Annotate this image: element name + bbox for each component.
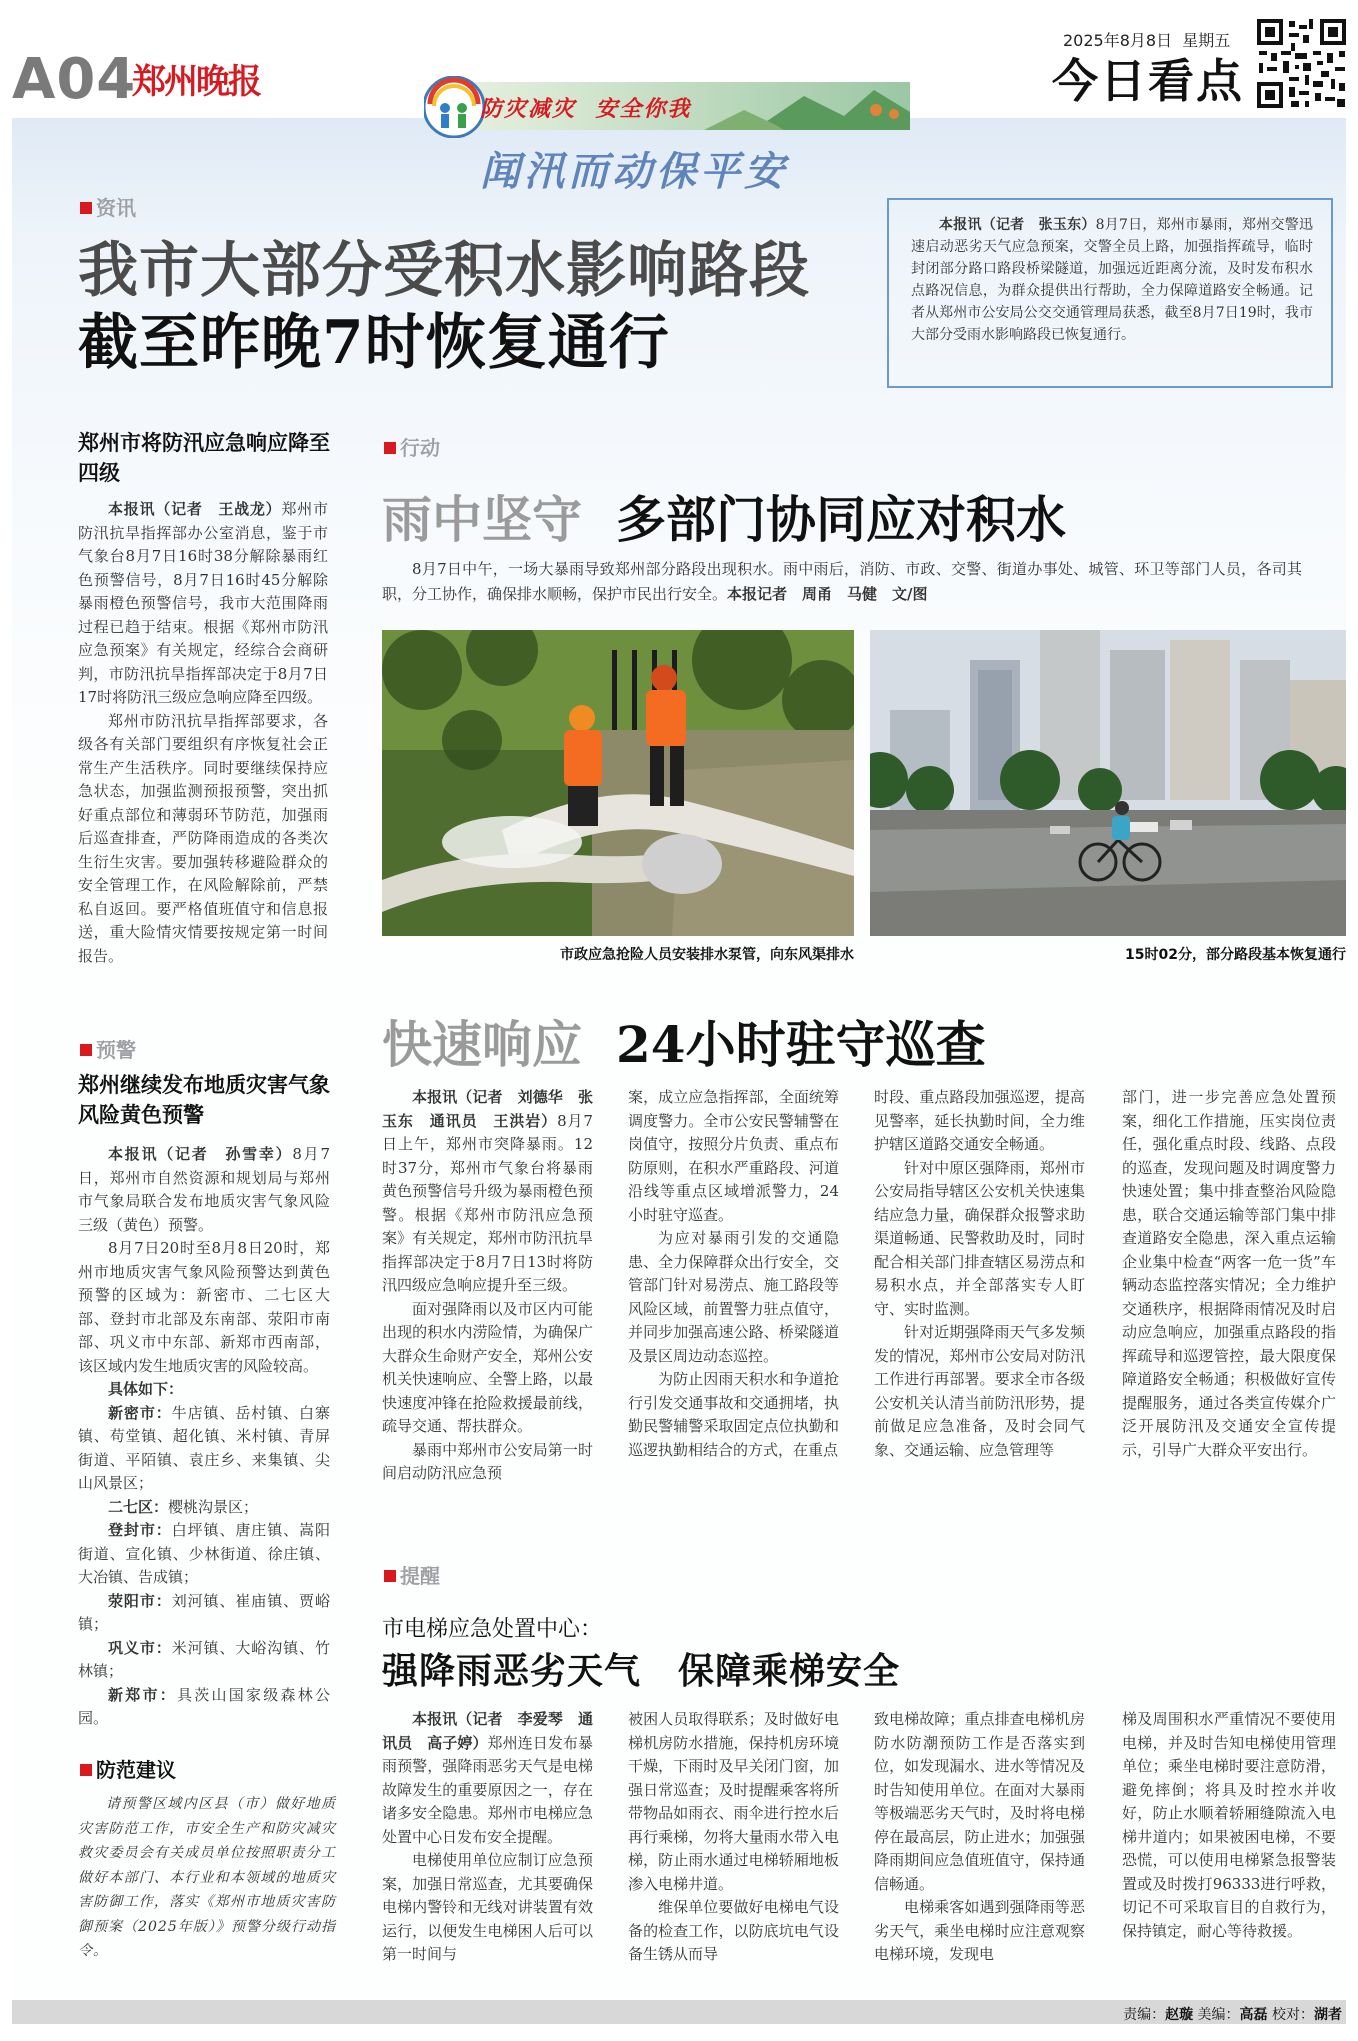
newspaper-logo: 郑州晚报	[132, 62, 260, 102]
main-headline-2-text: 24小时驻守巡查	[616, 1015, 986, 1074]
date-text: 2025年8月8日	[1063, 31, 1173, 50]
article-paragraph: 被困人员取得联系；及时做好电梯机房防水措施，保持机房环境干燥，下雨时及早关闭门窗，加强日常巡查；及时提醒乘客将所带物品如雨衣、雨伞进行控水后再行乘梯，勿将大量雨水带入电梯，防止雨水通过电梯轿厢地板渗入电梯井道。	[628, 1710, 839, 1893]
warning-place: 登封市：	[108, 1521, 172, 1539]
side-article-advice	[78, 1792, 336, 1964]
elevator-headline: 强降雨恶劣天气 保障乘梯安全	[382, 1650, 901, 1692]
article-paragraph: 维保单位要做好电梯电气设备的检查工作，以防底坑电气设备生锈从而导	[628, 1898, 839, 1963]
main-headline-text: 多部门协同应对积水	[616, 490, 1066, 549]
article-paragraph: 暴雨中郑州市公安局第一时间启动防汛应急预	[382, 1440, 593, 1482]
main-headline	[382, 480, 1066, 552]
warning-place: 新密市：	[108, 1403, 172, 1422]
article-paragraph: 8月7日上午，郑州市突降暴雨。12时37分，郑州市气象台将暴雨黄色预警信号升级为暴雨橙色预警。根据《郑州市防汛应急预案》有关规定，郑州市防汛抗旱指挥部决定于8月7日13时将防汛四级应急响应提升至三级。	[382, 1111, 593, 1294]
section-label-advice: 防范建议	[80, 1754, 176, 1783]
lead-summary-box	[887, 198, 1333, 388]
article-column	[1122, 1708, 1336, 1943]
warning-place: 二七区：	[108, 1497, 169, 1516]
article-paragraph: 电梯乘客如遇到强降雨等恶劣天气，乘坐电梯时应注意观察电梯环境，发现电	[874, 1898, 1085, 1963]
article-paragraph: 郑州连日发布暴雨预警，强降雨恶劣天气是电梯故障发生的重要原因之一，存在诸多安全隐患。郑州市电梯应急处置中心日发布安全提醒。	[382, 1733, 593, 1846]
article-column	[874, 1708, 1085, 1967]
warning-place-list: 刘河镇、崔庙镇、贾峪镇；	[78, 1591, 330, 1633]
lead-byline: 本报讯（记者 张玉东）	[939, 217, 1096, 233]
side2-paragraph: 8月7日，郑州市自然资源和规划局与郑州市气象局联合发布地质灾害气象风险三级（黄色）预警。	[78, 1145, 330, 1234]
photo-flooded-street	[870, 630, 1346, 936]
article-column	[874, 1086, 1085, 1462]
banner-slogan-1: 防灾减灾	[480, 97, 577, 122]
article-paragraph: 梯及周围积水严重情况不要使用电梯，并及时告知电梯使用管理单位；乘坐电梯时要注意防滑，避免摔倒；将具及时控水并收好，防止水顺着轿厢缝隙流入电梯井道内；如果被困电梯，不要恐慌，可以使用电梯紧急报警装置或及时拨打96333进行呼救，切记不可采取盲目的自救行为，保持镇定，耐心等待救援。	[1122, 1710, 1336, 1940]
article-column	[382, 1708, 593, 1967]
main-intro	[382, 557, 1302, 607]
main-intro-text: 8月7日中午，一场大暴雨导致郑州部分路段出现积水。雨中雨后，消防、市政、交警、街道办事处、城管、环卫等部门人员，各司其职，分工协作，确保排水顺畅，保护市民出行安全。	[382, 560, 1302, 603]
side-article-geo-warning	[78, 1143, 330, 1731]
article-column	[628, 1708, 839, 1967]
article-column	[382, 1086, 593, 1486]
issue-date	[1063, 28, 1230, 51]
side2-list-title: 具体如下：	[108, 1380, 184, 1398]
side-headline-geo-warning: 郑州继续发布地质灾害气象风险黄色预警	[78, 1073, 330, 1127]
warning-place-list: 樱桃沟景区；	[168, 1497, 259, 1516]
photo-caption: 15时02分，部分路段基本恢复通行	[1125, 947, 1346, 963]
side-article-flood-response	[78, 498, 328, 968]
warning-place: 巩义市：	[108, 1638, 172, 1657]
article-column	[628, 1086, 839, 1462]
editor-name: 赵璇	[1165, 2007, 1194, 2023]
photo-drainage-pump	[382, 630, 854, 936]
side2-byline: 本报讯（记者 孙雪幸）	[108, 1145, 293, 1163]
lead-body: 8月7日，郑州市暴雨，郑州交警迅速启动恶劣天气应急预案，交警全员上路，加强指挥疏导，临时封闭部分路口路段桥梁隧道，加强远近距离分流，及时发布积水点路况信息，为群众提供出行帮助，全力保障道路安全畅通。记者从郑州市公安局公交交通管理局获悉，截至8月7日19时，我市大部分受雨水影响路段已恢复通行。	[911, 217, 1313, 343]
editor-credits	[1080, 2004, 1342, 2024]
side2-paragraph: 8月7日20时至8月8日20时，郑州市地质灾害气象风险预警达到黄色预警的区域为：新密市、二七区大部、登封市北部及东南部、荥阳市南部、巩义市中东部、新郑市西南部，该区域内发生地质灾害的风险较高。	[78, 1239, 330, 1375]
warning-place: 新郑市：	[108, 1685, 177, 1704]
main-headline-2-kicker: 快速响应	[382, 1015, 582, 1074]
page-number: A04	[12, 47, 137, 112]
article-paragraph: 案，成立应急指挥部，全面统筹调度警力。全市公安民警辅警在岗值守，按照分片负责、重点布防原则，在积水严重路段、河道沿线等重点区域增派警力，24小时驻守巡查。	[628, 1088, 839, 1224]
weekday-text: 星期五	[1182, 31, 1231, 50]
banner-slogan	[480, 92, 691, 123]
main-headline-2	[382, 1005, 986, 1077]
warning-place-list: 米河镇、大峪沟镇、竹林镇；	[78, 1638, 330, 1680]
warning-place-list: 白坪镇、唐庄镇、嵩阳街道、宣化镇、少林街道、徐庄镇、大冶镇、告成镇；	[78, 1521, 330, 1586]
main-headline-kicker: 雨中坚守	[382, 490, 582, 549]
lead-headline-line1: 我市大部分受积水影响路段	[78, 236, 810, 306]
lead-headline-line2: 截至昨晚7时恢复通行	[78, 308, 670, 378]
article-paragraph: 面对强降雨以及市区内可能出现的积水内涝险情，为确保广大群众生命财产安全，郑州公安机关快速响应、全警上路，以最快速度冲锋在抢险救援最前线，疏导交通、帮扶群众。	[382, 1299, 593, 1435]
article-paragraph: 致电梯故障；重点排查电梯机房防水防潮预防工作是否落实到位，如发现漏水、进水等情况及时告知使用单位。在面对大暴雨等极端恶劣天气时，及时将电梯停在最高层，防止进水；加强强降雨期间应急值班值守，保持通信畅通。	[874, 1710, 1085, 1893]
warning-place-list: 具茨山国家级森林公园。	[78, 1685, 330, 1727]
advice-paragraph: 请预警区域内区县（市）做好地质灾害防范工作，市安全生产和防灾减灾救灾委员会有关成员单位按照职责分工做好本部门、本行业和本领域的地质灾害防御工作，落实《郑州市地质灾害防御预案（2025年版）》预警分级行动指令。	[78, 1796, 336, 1959]
side1-byline: 本报讯（记者 王战龙）	[108, 500, 282, 518]
article-paragraph: 时段、重点路段加强巡逻，提高见警率，延长执勤时间，全力维护辖区道路交通安全畅通。	[874, 1088, 1085, 1153]
photo-caption: 市政应急抢险人员安装排水泵管，向东风渠排水	[560, 947, 854, 963]
editor-label: 责编：	[1123, 2007, 1166, 2023]
proof-name: 湖者	[1314, 2007, 1342, 2023]
side1-paragraph: 郑州市防汛抗旱指挥部要求，各级各有关部门要组织有序恢复社会正常生产生活秩序。同时要继续保持应急状态，加强监测预报预警，突出抓好重点部位和薄弱环节防范，加强雨后巡查排查，严防降雨造成的各类次生衍生灾害。要加强转移避险群众的安全管理工作，在风险解除前，严禁私自返回。要严格值班值守和信息报送，重大险情灾情要按规定第一时间报告。	[78, 711, 328, 965]
designer-name: 高磊	[1239, 2007, 1268, 2023]
side-headline-flood-response: 郑州市将防汛应急响应降至四级	[78, 431, 330, 485]
banner-subtitle: 闻汛而动保平安	[480, 149, 788, 195]
qr-code-icon[interactable]	[1255, 17, 1348, 110]
article-paragraph: 电梯使用单位应制订应急预案，加强日常巡查，尤其要确保电梯内警铃和无线对讲装置有效运行，以便发生电梯困人后可以第一时间与	[382, 1851, 593, 1963]
designer-label: 美编：	[1197, 2007, 1240, 2023]
proof-label: 校对：	[1272, 2007, 1314, 2023]
section-label-warning: 预警	[80, 1034, 136, 1063]
article-paragraph: 部门，进一步完善应急处置预案，细化工作措施，压实岗位责任，强化重点时段、线路、点段的巡查，发现问题及时调度警力快速处置；集中排查整治风险隐患，联合交通运输等部门集中排查道路安全隐患，深入重点运输企业集中检查“两客一危一货”车辆动态监控落实情况；全力维护交通秩序，根据降雨情况及时启动应急响应，加强重点路段的指挥疏导和巡逻管控，最大限度保障道路安全畅通；积极做好宣传提醒服务，通过各类宣传媒介广泛开展防汛及交通安全宣传提示，引导广大群众平安出行。	[1122, 1088, 1336, 1459]
section-label-reminder: 提醒	[384, 1560, 440, 1589]
elevator-kicker: 市电梯应急处置中心：	[382, 1617, 603, 1642]
article-paragraph: 针对中原区强降雨，郑州市公安局指导辖区公安机关快速集结应急力量，确保群众报警求助渠道畅通、民警救助及时，同时配合相关部门排查辖区易涝点和易积水点，并全部落实专人盯守、实时监测。	[874, 1158, 1085, 1318]
article-paragraph: 针对近期强降雨天气多发频发的情况，郑州市公安局对防汛工作进行再部署。要求全市各级公安机关认清当前防汛形势，提前做足应急准备，及时会同气象、交通运输、应急管理等	[874, 1323, 1085, 1459]
section-label-action: 行动	[384, 432, 440, 461]
article-byline: 本报讯（记者 刘德华 张玉东 通讯员 王洪岩）	[382, 1088, 593, 1130]
main-intro-byline: 本报记者 周甬 马健 文/图	[727, 585, 928, 603]
warning-place: 荥阳市：	[108, 1591, 172, 1610]
article-byline: 本报讯（记者 李爱琴 通讯员 高子婷）	[382, 1710, 593, 1752]
banner-slogan-2: 安全你我	[595, 97, 692, 122]
warning-place-list: 牛店镇、岳村镇、白寨镇、苟堂镇、超化镇、米村镇、青屏街道、平陌镇、袁庄乡、来集镇、尖山风景区；	[78, 1403, 330, 1492]
article-column	[1122, 1086, 1336, 1462]
section-label-news: 资讯	[80, 192, 136, 221]
article-paragraph: 为防止因雨天积水和争道抢行引发交通事故和交通拥堵，执勤民警辅警采取固定点位执勤和巡逻执勤相结合的方式，在重点	[628, 1370, 839, 1459]
section-title: 今日看点	[1052, 54, 1244, 108]
side1-paragraph: 郑州市防汛抗旱指挥部办公室消息，鉴于市气象台8月7日16时38分解除暴雨红色预警信号，8月7日16时45分解除暴雨橙色预警信号，我市大范围降雨过程已趋于结束。根据《郑州市防汛应急预案》有关规定，经综合会商研判，市防汛抗旱指挥部决定于8月7日17时将防汛三级应急响应降至四级。	[78, 500, 328, 706]
article-paragraph: 为应对暴雨引发的交通隐患、全力保障群众出行安全，交管部门针对易涝点、施工路段等风险区域，前置警力驻点值守，并同步加强高速公路、桥梁隧道及景区周边动态巡控。	[628, 1229, 839, 1365]
